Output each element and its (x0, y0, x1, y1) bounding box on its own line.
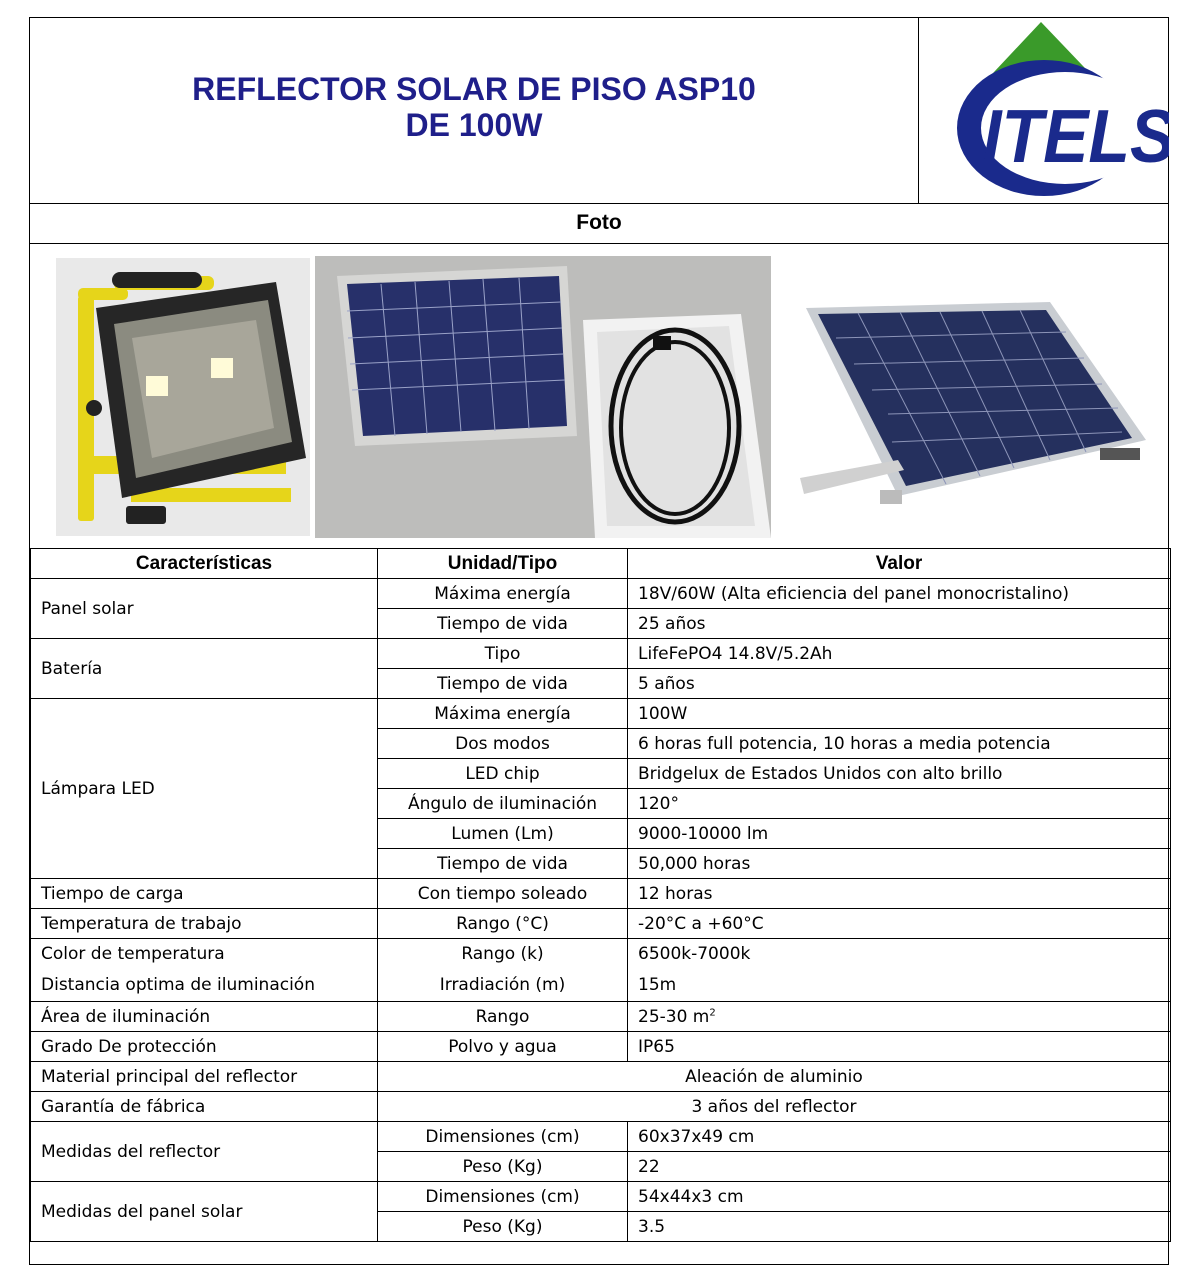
row-value: 5 años (628, 669, 1171, 699)
row-value: 120° (628, 789, 1171, 819)
table-row (31, 1182, 1171, 1212)
row-label: Medidas del reflector (31, 1122, 378, 1182)
value-distance: 15m (638, 975, 677, 995)
row-unit: Con tiempo soleado (378, 879, 628, 909)
row-unit: Tiempo de vida (378, 609, 628, 639)
row-unit: Tiempo de vida (378, 849, 628, 879)
value-kelvin: 6500k-7000k (638, 944, 751, 964)
row-value: LifeFePO4 14.8V/5.2Ah (628, 639, 1171, 669)
row-value: 18V/60W (Alta eficiencia del panel monocristalino) (628, 579, 1171, 609)
row-unit: Máxima energía (378, 699, 628, 729)
table-row (31, 939, 1171, 1002)
logo-text: ITELS (982, 95, 1169, 179)
row-label (31, 939, 378, 1002)
row-label: Batería (31, 639, 378, 699)
row-value: IP65 (628, 1032, 1171, 1062)
row-unit: Rango (378, 1002, 628, 1032)
header-caracteristicas: Características (31, 549, 378, 579)
row-value: 25 años (628, 609, 1171, 639)
row-label: Garantía de fábrica (31, 1092, 378, 1122)
table-row (31, 1002, 1171, 1032)
row-label: Panel solar (31, 579, 378, 639)
table-header-row (31, 549, 1171, 579)
unit-rango-k: Rango (k) (461, 944, 544, 964)
logo-cell (918, 18, 1169, 203)
label-distancia: Distancia optima de iluminación (41, 975, 315, 995)
row-unit: Tiempo de vida (378, 669, 628, 699)
row-unit: Lumen (Lm) (378, 819, 628, 849)
row-label: Área de iluminación (31, 1002, 378, 1032)
table-row (31, 909, 1171, 939)
table-row (31, 699, 1171, 729)
table-row (31, 579, 1171, 609)
spec-sheet (29, 17, 1169, 1265)
title-line-2: DE 100W (405, 107, 543, 143)
row-value: 100W (628, 699, 1171, 729)
table-row (31, 1092, 1171, 1122)
row-value: 54x44x3 cm (628, 1182, 1171, 1212)
table-row (31, 879, 1171, 909)
header (30, 18, 1168, 204)
header-valor: Valor (628, 549, 1171, 579)
row-value: 22 (628, 1152, 1171, 1182)
row-value: 9000-10000 lm (628, 819, 1171, 849)
row-value (628, 939, 1171, 1002)
row-unit: Dimensiones (cm) (378, 1122, 628, 1152)
row-unit: Dimensiones (cm) (378, 1182, 628, 1212)
row-label: Grado De protección (31, 1032, 378, 1062)
row-value: 6 horas full potencia, 10 horas a media potencia (628, 729, 1171, 759)
specs-table (30, 548, 1171, 1242)
unit-irradiacion: Irradiación (m) (439, 975, 566, 995)
itels-logo (919, 18, 1169, 203)
row-unit: Rango (°C) (378, 909, 628, 939)
photos-area (30, 244, 1168, 548)
row-unit (378, 939, 628, 1002)
header-unidad: Unidad/Tipo (378, 549, 628, 579)
area-value: 25-30 m (638, 1006, 710, 1027)
row-value: 60x37x49 cm (628, 1122, 1171, 1152)
row-unit: Polvo y agua (378, 1032, 628, 1062)
row-unit: Tipo (378, 639, 628, 669)
row-label: Temperatura de trabajo (31, 909, 378, 939)
table-row (31, 1122, 1171, 1152)
row-value: 12 horas (628, 879, 1171, 909)
row-unit: Máxima energía (378, 579, 628, 609)
row-value: 50,000 horas (628, 849, 1171, 879)
row-label: Lámpara LED (31, 699, 378, 879)
row-unit: Ángulo de iluminación (378, 789, 628, 819)
row-value: -20°C a +60°C (628, 909, 1171, 939)
table-row (31, 1032, 1171, 1062)
table-row (31, 1062, 1171, 1092)
row-unit: LED chip (378, 759, 628, 789)
row-label: Medidas del panel solar (31, 1182, 378, 1242)
row-label: Tiempo de carga (31, 879, 378, 909)
row-value: 3.5 (628, 1212, 1171, 1242)
row-label: Material principal del reflector (31, 1062, 378, 1092)
label-color-temperatura: Color de temperatura (41, 944, 225, 964)
photos-label: Foto (30, 203, 1168, 244)
row-value: 3 años del reflector (378, 1092, 1171, 1122)
floodlight-photo (56, 258, 310, 536)
row-value (628, 1002, 1171, 1032)
solar-panel-bracket-photo (800, 300, 1148, 522)
row-unit: Peso (Kg) (378, 1212, 628, 1242)
row-value: Aleación de aluminio (378, 1062, 1171, 1092)
row-unit: Dos modos (378, 729, 628, 759)
row-value: Bridgelux de Estados Unidos con alto brillo (628, 759, 1171, 789)
title-line-1: REFLECTOR SOLAR DE PISO ASP10 (192, 71, 756, 107)
solar-panel-kit-photo (315, 256, 771, 538)
table-row (31, 639, 1171, 669)
page-title (30, 71, 918, 143)
area-superscript: 2 (709, 1006, 716, 1018)
row-unit: Peso (Kg) (378, 1152, 628, 1182)
